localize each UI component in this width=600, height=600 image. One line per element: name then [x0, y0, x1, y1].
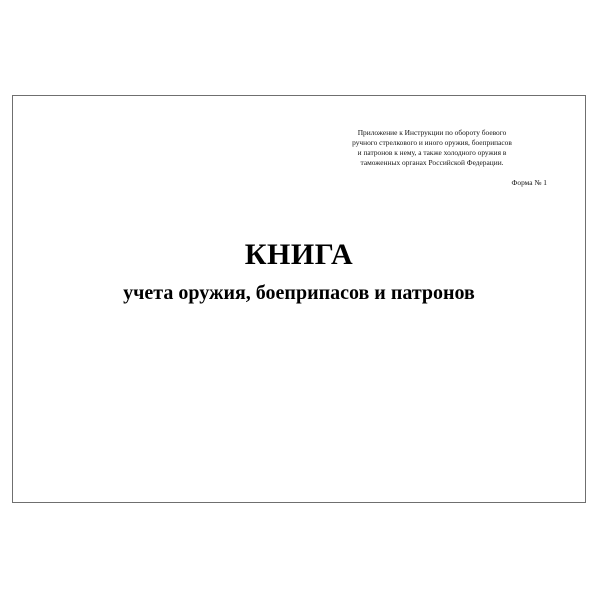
appendix-line: и патронов к нему, а также холодного оружия в — [357, 148, 507, 157]
appendix-note — [317, 128, 547, 168]
appendix-line: Приложение к Инструкции по обороту боевого — [357, 128, 507, 137]
appendix-line: таможенных органах Российской Федерации. — [360, 158, 504, 167]
document-sheet — [12, 95, 586, 503]
appendix-line: ручного стрелкового и иного оружия, боеприпасов — [352, 138, 512, 147]
form-number: Форма № 1 — [511, 178, 547, 187]
document-title: КНИГА — [244, 238, 354, 271]
document-subtitle: учета оружия, боеприпасов и патронов — [123, 282, 475, 304]
